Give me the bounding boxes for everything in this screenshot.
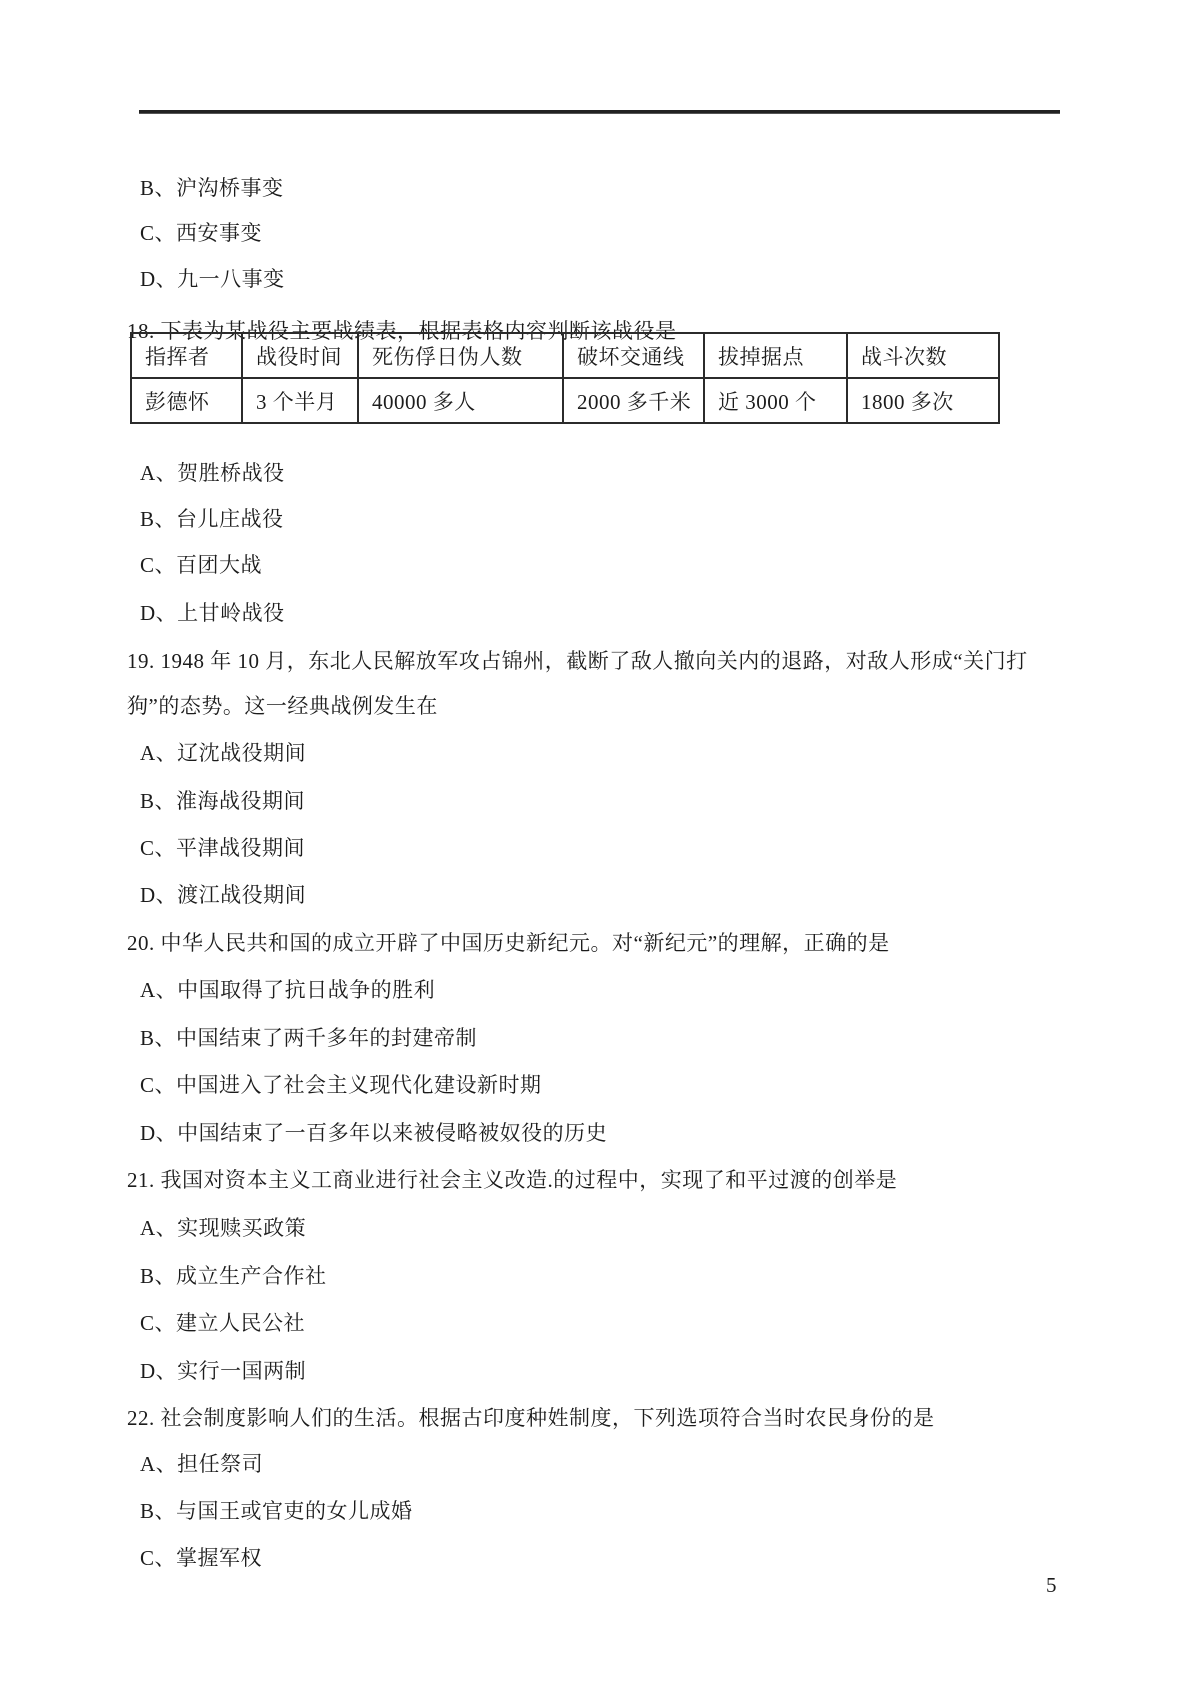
q20-option-c: C、中国进入了社会主义现代化建设新时期	[140, 1073, 542, 1097]
page-number: 5	[1046, 1573, 1057, 1597]
q17-option-b: B、沪沟桥事变	[140, 176, 284, 200]
q19-question-text-line1: 19. 1948 年 10 月，东北人民解放军攻占锦州，截断了敌人撤向关内的退路，对敌人形成“关门打	[127, 649, 1028, 673]
q18-option-b: B、台儿庄战役	[140, 507, 284, 531]
table-header-cell: 拔掉据点	[704, 333, 847, 378]
q22-option-a: A、担任祭司	[140, 1452, 264, 1476]
q21-option-a: A、实现赎买政策	[140, 1216, 307, 1240]
table-data-row	[131, 378, 999, 423]
table-header-cell: 破坏交通线	[563, 333, 704, 378]
table-data-cell: 彭德怀	[131, 378, 242, 423]
q21-option-c: C、建立人民公社	[140, 1311, 306, 1335]
q22-option-b: B、与国王或官吏的女儿成婚	[140, 1499, 413, 1523]
table-data-cell: 近 3000 个	[704, 378, 847, 423]
q19-option-b: B、淮海战役期间	[140, 789, 306, 813]
table-header-cell: 战役时间	[242, 333, 358, 378]
q20-option-a: A、中国取得了抗日战争的胜利	[140, 978, 436, 1002]
q17-option-d: D、九一八事变	[140, 267, 285, 291]
table-header-cell: 指挥者	[131, 333, 242, 378]
table-data-cell: 2000 多千米	[563, 378, 704, 423]
table-data-cell: 40000 多人	[358, 378, 563, 423]
table-data-cell: 3 个半月	[242, 378, 358, 423]
q18-option-c: C、百团大战	[140, 553, 263, 577]
q20-option-b: B、中国结束了两千多年的封建帝制	[140, 1026, 478, 1050]
q22-question-text: 22. 社会制度影响人们的生活。根据古印度种姓制度，下列选项符合当时农民身份的是	[127, 1406, 935, 1430]
header-rule	[139, 110, 1060, 114]
q20-question-text: 20. 中华人民共和国的成立开辟了中国历史新纪元。对“新纪元”的理解，正确的是	[127, 931, 890, 955]
q20-option-d: D、中国结束了一百多年以来被侵略被奴役的历史	[140, 1121, 608, 1145]
q17-option-c: C、西安事变	[140, 221, 263, 245]
table-header-row	[131, 333, 999, 378]
q22-option-c: C、掌握军权	[140, 1546, 263, 1570]
q19-option-c: C、平津战役期间	[140, 836, 306, 860]
q18-question-text: 18. 下表为某战役主要战绩表，根据表格内容判断该战役是	[127, 319, 677, 343]
q18-option-d: D、上甘岭战役	[140, 601, 285, 625]
q21-question-text: 21. 我国对资本主义工商业进行社会主义改造.的过程中，实现了和平过渡的创举是	[127, 1168, 898, 1192]
table-header-cell: 死伤俘日伪人数	[358, 333, 563, 378]
q21-option-b: B、成立生产合作社	[140, 1264, 327, 1288]
table-data-cell: 1800 多次	[847, 378, 999, 423]
q19-option-a: A、辽沈战役期间	[140, 741, 307, 765]
q19-question-text-line2: 狗”的态势。这一经典战例发生在	[127, 694, 438, 718]
q19-option-d: D、渡江战役期间	[140, 883, 307, 907]
battle-stats-table	[130, 332, 1000, 424]
table-header-cell: 战斗次数	[847, 333, 999, 378]
q21-option-d: D、实行一国两制	[140, 1359, 307, 1383]
q18-option-a: A、贺胜桥战役	[140, 461, 285, 485]
